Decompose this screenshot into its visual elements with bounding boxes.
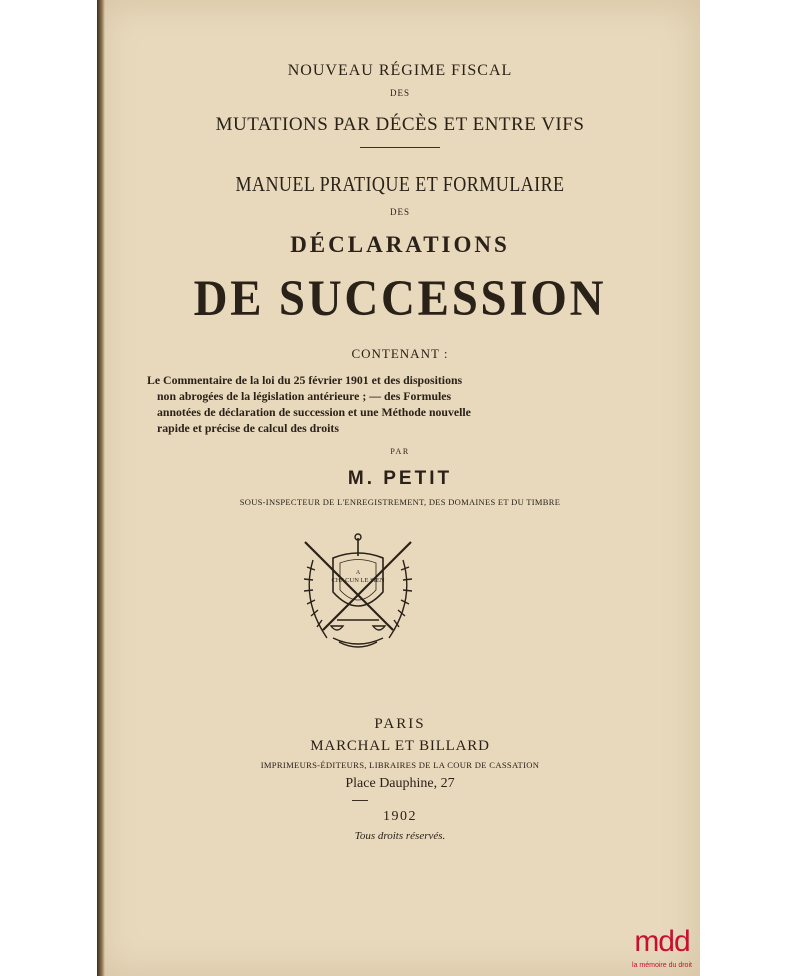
publisher-address: Place Dauphine, 27: [345, 776, 455, 791]
par-label: PAR: [390, 447, 410, 456]
publisher-name: MARCHAL ET BILLARD: [310, 738, 490, 754]
author-title: SOUS-INSPECTEUR DE L'ENREGISTREMENT, DES DOMAINES ET DU TIMBRE: [239, 497, 561, 507]
heading-mutations: MUTATIONS PAR DÉCÈS ET ENTRE VIFS: [215, 114, 585, 135]
svg-text:mdd: mdd: [634, 925, 690, 958]
heading-des-1: DES: [389, 88, 410, 98]
rights-notice: Tous droits réservés.: [354, 830, 446, 842]
heading-des-2: DES: [389, 207, 410, 217]
heading-manuel: MANUEL PRATIQUE ET FORMULAIRE: [235, 172, 565, 196]
description-line: annotées de déclaration de succession et une Méthode nouvelle: [157, 405, 471, 419]
description-line: non abrogées de la législation antérieure ; — des Formules: [157, 389, 452, 403]
svg-text:CHACUN LE SIEN: CHACUN LE SIEN: [331, 577, 385, 584]
short-divider: [352, 800, 368, 801]
page-title: DE SUCCESSION: [193, 271, 607, 327]
contenant-label: CONTENANT :: [351, 346, 449, 361]
publisher-description: IMPRIMEURS-ÉDITEURS, LIBRAIRES DE LA COUR DE CASSATION: [260, 760, 540, 770]
justice-emblem-icon: [293, 530, 423, 655]
mdd-watermark: [624, 924, 700, 976]
divider-rule: [360, 147, 440, 148]
mdd-logo-icon: [624, 924, 700, 960]
heading-declarations: DÉCLARATIONS: [290, 232, 510, 257]
watermark-tagline: la mémoire du droit: [632, 962, 692, 969]
publication-year: 1902: [383, 809, 417, 824]
author-name: M. PETIT: [347, 468, 453, 489]
svg-text:A: A: [355, 570, 361, 576]
description-block: [147, 372, 577, 436]
description-line: Le Commentaire de la loi du 25 février 1901 et des dispositions: [147, 373, 463, 387]
description-line: rapide et précise de calcul des droits: [157, 421, 339, 435]
heading-regime-fiscal: NOUVEAU RÉGIME FISCAL: [287, 62, 513, 79]
publication-city: PARIS: [374, 716, 426, 732]
